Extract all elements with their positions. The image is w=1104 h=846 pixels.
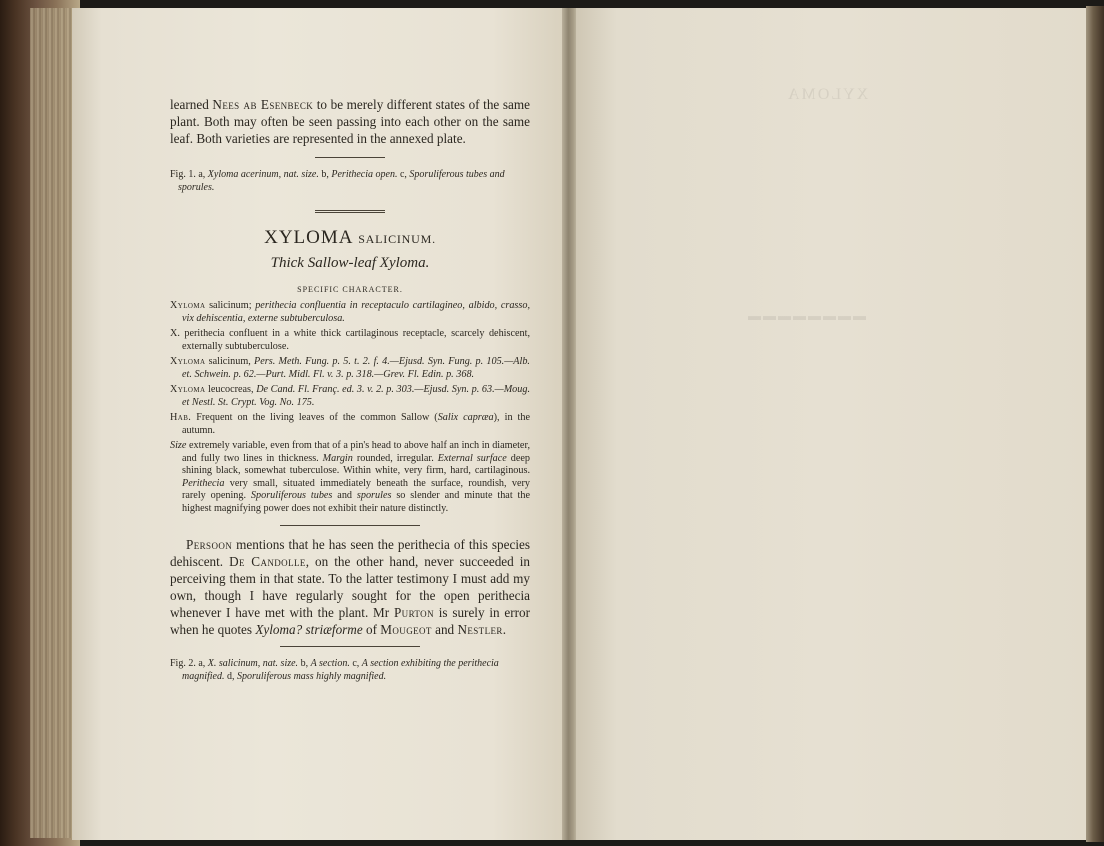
latin-diagnosis: Xyloma salicinum; perithecia confluentia in receptaculo cartilagineo, albido, crasso, vix dehiscentia, externe subtuberculosa. — [170, 300, 530, 324]
double-divider — [315, 210, 385, 213]
figure-caption-2: Fig. 2. a, X. salicinum, nat. size. b, A section. c, A section exhibiting the perithecia magnified. d, Sporuliferous mass highly magnified. — [170, 658, 499, 682]
species-title: XYLOMA SALICINUM. — [264, 227, 436, 248]
english-diagnosis: X. perithecia confluent in a white thick cartilaginous receptacle, scarcely dehiscent, externally subtuberculose. — [170, 328, 530, 352]
discussion-paragraph: Persoon mentions that he has seen the perithecia of this species dehiscent. De Candolle, on the other hand, never succeeded in perceiving them in that state. To the latter testimony I must add my own, though I have regularly sought for the open perithecia whenever I have met with the plant. Mr Purton is surely in error when he quotes Xyloma? striæforme of Mougeot and Nestler. — [170, 537, 531, 637]
divider — [315, 157, 385, 158]
right-page-edge — [1086, 6, 1104, 842]
divider — [280, 646, 420, 647]
figure-caption-1: Fig. 1. a, Xyloma acerinum, nat. size. b, Perithecia open. c, Sporuliferous tubes and sporules. — [170, 169, 505, 193]
page-text-block — [170, 96, 530, 683]
specific-character-heading: SPECIFIC CHARACTER. — [297, 285, 403, 294]
species-common-name: Thick Sallow-leaf Xyloma. — [270, 255, 430, 271]
bleed-through-text: ▬▬▬▬▬▬▬▬ — [746, 308, 866, 323]
divider — [280, 525, 420, 526]
bleed-through-text: XYLOMA — [786, 86, 869, 103]
description-entry: Size extremely variable, even from that of a pin's head to above half an inch in diameter, and fully two lines in thickness. Margin rounded, irregular. External surface deep shining black, somewhat tuberculose. Within white, very firm, hard, cartilaginous. Perithecia very small, situated immediately beneath the surface, roundish, very rarely opening. Sporuliferous tubes and sporules so slender and minute that the highest magnifying power does not exhibit their nature distinctly. — [170, 440, 530, 514]
synonym-entry: Xyloma leucocreas, De Cand. Fl. Franç. ed. 3. v. 2. p. 303.—Ejusd. Syn. p. 63.—Moug. et Nestl. St. Crypt. Vog. No. 175. — [170, 384, 531, 408]
habitat-entry: Hab. Frequent on the living leaves of the common Sallow (Salix capræa), in the autumn. — [170, 412, 530, 436]
right-page-blank — [576, 8, 1088, 840]
synonym-entry: Xyloma salicinum, Pers. Meth. Fung. p. 5. t. 2. f. 4.—Ejusd. Syn. Fung. p. 105.—Alb. et. Schwein. p. 62.—Purt. Midl. Fl. v. 3. p. 318.—Grev. Fl. Edin. p. 368. — [170, 356, 530, 380]
author-name: Nees ab Esenbeck — [212, 97, 314, 112]
intro-paragraph: learned Nees ab Esenbeck to be merely different states of the same plant. Both may often be seen passing into each other on the same leaf. Both varieties are represented in the annexed plate. — [170, 97, 530, 146]
